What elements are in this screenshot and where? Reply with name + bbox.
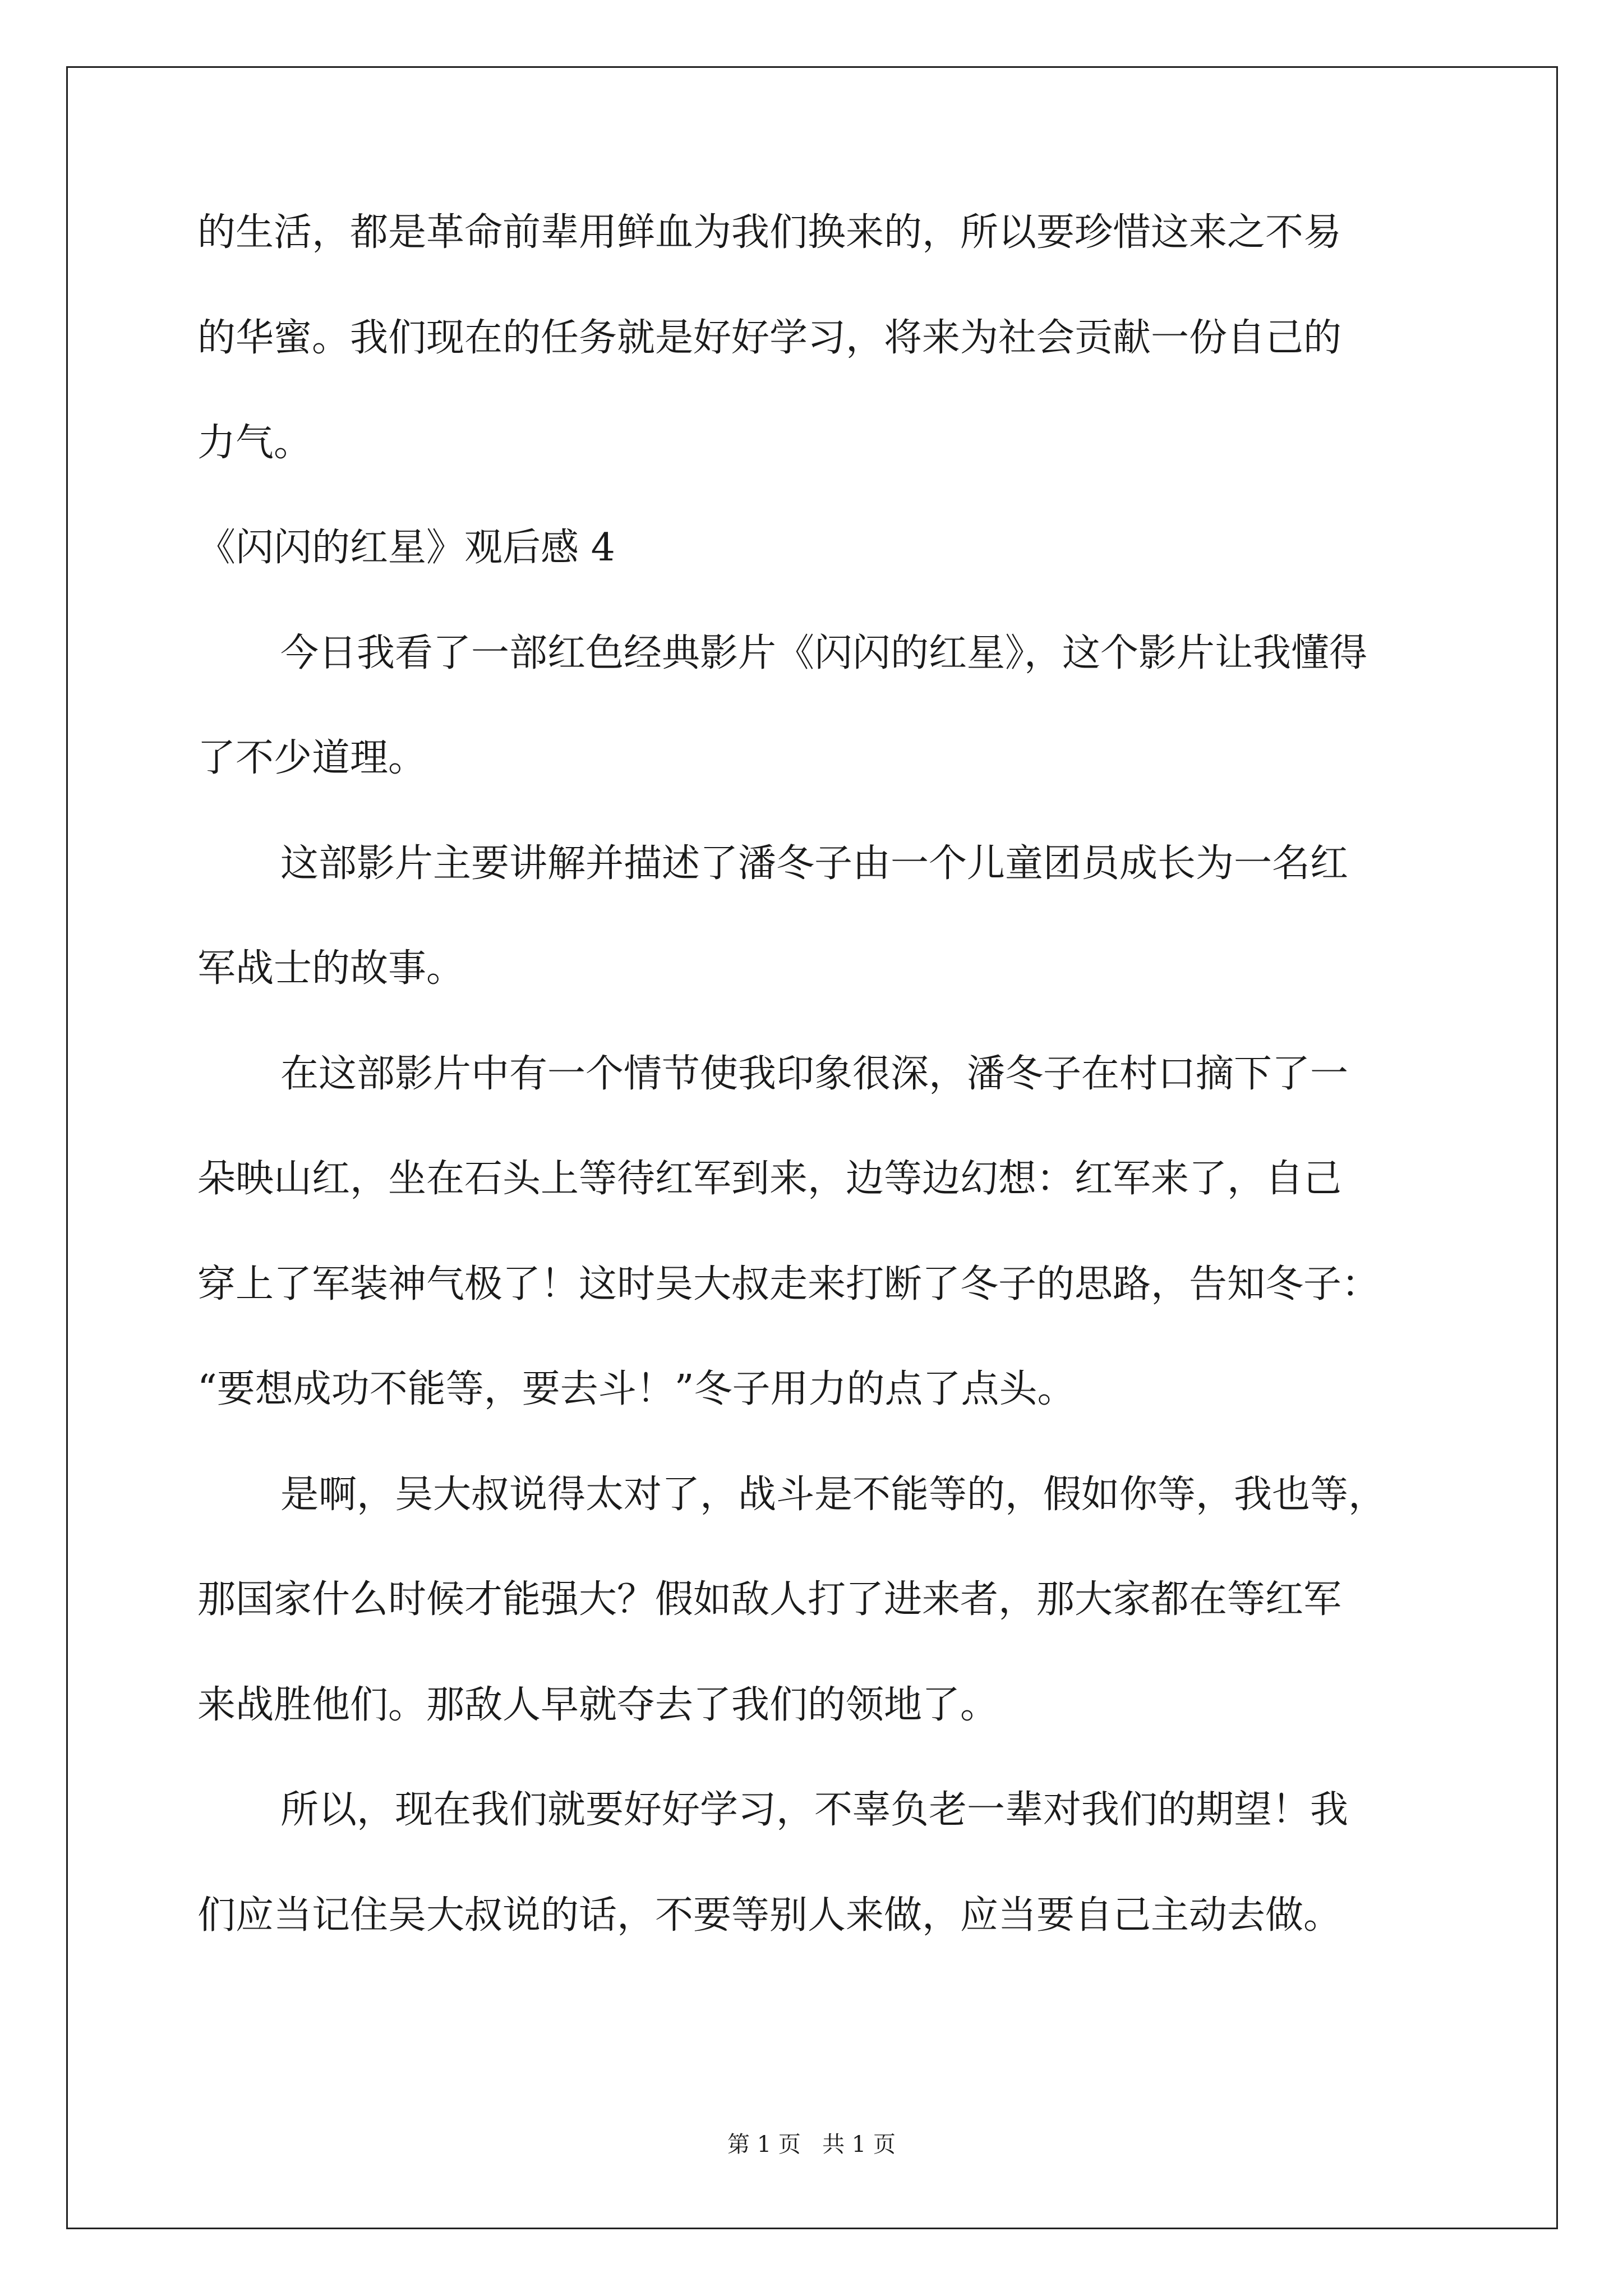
text-line: 这部影片主要讲解并描述了潘冬子由一个儿童团员成长为一名红 [280,841,1349,886]
text-line: 力气。 [197,421,312,465]
text-line: 是啊，吴大叔说得太对了，战斗是不能等的，假如你等，我也等， [280,1473,1387,1517]
text-line: 穿上了军装神气极了！这时吴大叔走来打断了冬子的思路，告知冬子： [197,1262,1380,1306]
text-line: 军战士的故事。 [197,946,465,991]
text-line: 的生活，都是革命前辈用鲜血为我们换来的，所以要珍惜这来之不易 [197,210,1342,255]
text-line: “要想成功不能等，要去斗！”冬子用力的点了点头。 [197,1367,1076,1411]
text-line: 们应当记住吴大叔说的话，不要等别人来做，应当要自己主动去做。 [197,1893,1342,1938]
page-footer: 第 1 页 共 1 页 [727,2132,896,2157]
text-line: 所以，现在我们就要好好学习，不辜负老一辈对我们的期望！我 [280,1788,1349,1832]
text-line: 那国家什么时候才能强大？假如敌人打了进来者，那大家都在等红军 [197,1577,1342,1622]
section-heading: 《闪闪的红星》观后感 4 [197,526,615,570]
text-line: 来战胜他们。那敌人早就夺去了我们的领地了。 [197,1683,999,1727]
text-line: 朵映山红，坐在石头上等待红军到来，边等边幻想：红军来了，自己 [197,1157,1342,1201]
text-line: 今日我看了一部红色经典影片《闪闪的红星》，这个影片让我懂得 [280,631,1368,675]
text-line: 的华蜜。我们现在的任务就是好好学习，将来为社会贡献一份自己的 [197,316,1342,360]
text-line: 在这部影片中有一个情节使我印象很深，潘冬子在村口摘下了一 [280,1052,1349,1096]
text-line: 了不少道理。 [197,736,427,780]
